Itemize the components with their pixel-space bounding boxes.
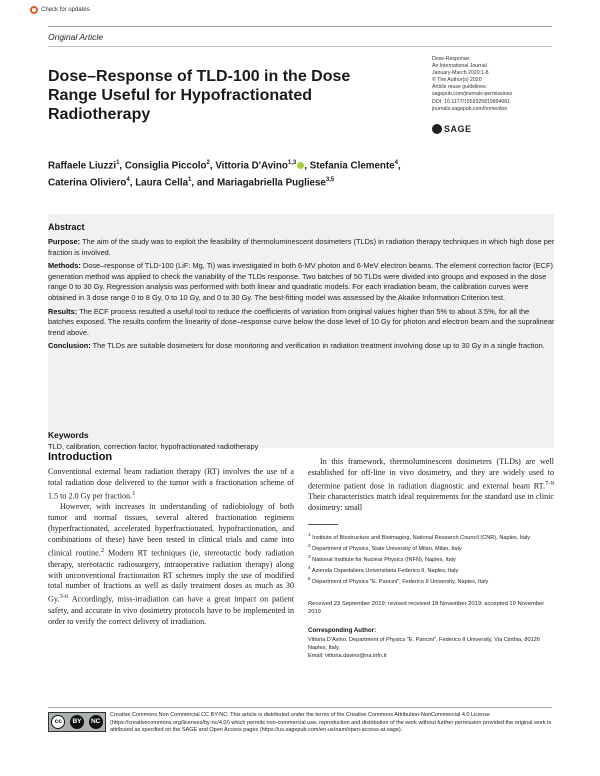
abstract-purpose xyxy=(48,237,556,258)
abstract-text: The TLDs are suitable dosimeters for dose monitoring and verification in radiation treatment involving dose up to 30 Gy in a single fraction. xyxy=(92,341,545,351)
article-type: Original Article xyxy=(48,32,103,42)
license-rule xyxy=(48,707,552,708)
author-name: Raffaele Liuzzi xyxy=(48,160,117,172)
affiliation-text: Institute of Biostructure and Bioimaging, National Research Council (CNR), Naples, Italy xyxy=(312,534,531,541)
license-text: Creative Commons Non Commercial CC BY-NC: This article is distributed under the terms of the Creative Commons Attribution-NonCommercial 4.0 License (https://creativecommons.org/licenses/by-nc/4.0/) which permits non-commercial use, reproduction and distribution of the work without further permission provided the original work is attributed as specified on the SAGE and Open Access pages (https://us.sagepub.com/en-us/nam/open-access-at-sage). xyxy=(110,712,552,734)
body-paragraph xyxy=(308,457,554,514)
corresponding-author-heading: Corresponding Author: xyxy=(308,627,377,634)
abstract-label: Methods: xyxy=(48,261,81,271)
affiliation-item xyxy=(308,575,556,586)
journal-info-line: An International Journal xyxy=(432,63,487,70)
journal-info-line: January-March 2020:1-8 xyxy=(432,70,489,77)
affiliation-number: 4 xyxy=(308,565,311,571)
citation-ref[interactable]: 2 xyxy=(100,547,105,555)
corresponding-author-details xyxy=(308,636,556,660)
body-text: However, with increases in understanding of radiobiology of both tumor and normal tissues, several altered fractionation regimens (hyperfractionated, accelerated hyperfractionated, hypofractionation, and combinations of these) have been tested in clinical trials and came into clinical routine. xyxy=(48,502,294,558)
update-icon xyxy=(30,6,38,14)
affiliation-item xyxy=(308,553,556,564)
abstract-body xyxy=(48,237,556,355)
keywords-heading: Keywords xyxy=(48,430,89,440)
affiliation-number: 5 xyxy=(308,576,311,582)
abstract-label: Conclusion: xyxy=(48,341,91,351)
author-name: Consiglia Piccolo xyxy=(124,160,207,172)
keywords-text: TLD, calibration, correction factor, hypofractionated radiotherapy xyxy=(48,442,259,451)
publisher-logo-text: SAGE xyxy=(444,124,472,134)
affiliation-number: 2 xyxy=(308,543,311,549)
abstract-label: Results: xyxy=(48,306,78,316)
affiliation-text: Department of Physics "E. Pancini", Federico II University, Naples, Italy xyxy=(312,579,489,586)
author-conjunction: and xyxy=(196,177,215,189)
affiliation-item xyxy=(308,542,556,553)
citation-ref[interactable]: 1 xyxy=(132,489,136,497)
body-column-left xyxy=(48,467,294,628)
header-divider xyxy=(48,46,552,47)
orcid-icon[interactable] xyxy=(297,162,304,169)
abstract-conclusion xyxy=(48,341,556,352)
author-affil: 4 xyxy=(126,177,130,184)
author-list: Raffaele Liuzzi$^1$, Consiglia Piccolo$^2$, Vittoria D'Avino$^{1,3}$ , Stefania Clemente$^4$, Caterina Oliviero$^4$, Laura Cella$^1$, and Mariagabriella Pugliese$^{3,5}$ xyxy=(48,160,401,189)
affiliation-text: National Institute for Nuclear Physics (INFN), Naples, Italy xyxy=(312,556,456,563)
abstract-text: The aim of the study was to exploit the feasibility of thermoluminescent dosimeters (TLDs) in radiation therapy techniques in which high dose per fraction is involved. xyxy=(48,237,555,257)
author-affil: 1 xyxy=(116,160,120,166)
author-affil: 3,5 xyxy=(325,177,335,184)
abstract-results xyxy=(48,307,556,339)
body-text: In this framework, thermoluminescent dosimeters (TLDs) are well established for off-line in vivo dosimetry, and they are widely used to determine patient dose in radiation diagnostic and external beam RT. xyxy=(308,457,554,491)
permissions-link[interactable]: sagepub.com/journals-permissions xyxy=(432,91,513,98)
journal-info-line: Article reuse guidelines: xyxy=(432,84,488,91)
doi-link[interactable]: DOI: 10.1177/1559325819894081 xyxy=(432,98,511,105)
cc-icon: cc xyxy=(51,715,65,729)
affiliation-list xyxy=(308,531,556,586)
body-text: Their characteristics match ideal requirements for the standard use in clinic dosimetry: small xyxy=(308,492,554,513)
citation-ref[interactable]: 7-9 xyxy=(545,479,554,487)
check-for-updates-label: Check for updates xyxy=(41,7,90,13)
author-name: Caterina Oliviero xyxy=(48,177,127,189)
abstract-text: The ECF process resulted a useful tool to reduce the coefficients of variation from original values higher than 5% to about 3.5%, for all the batches exposed. The results confirm the linearity of dose–response curve below the dose level of 10 Gy for photon and electron beam and the supralinear trend above. xyxy=(48,306,555,337)
journal-info-line: Dose-Response: xyxy=(432,56,471,62)
check-for-updates-badge[interactable] xyxy=(30,6,90,14)
cc-nc-icon: NC xyxy=(89,715,103,729)
body-column-right xyxy=(308,457,554,514)
body-text: Modern RT techniques (ie, stereotactic body radiation therapy, stereotactic radiosurgery, intraoperative radiation therapy) along with unconventional fractionation RT schemes imply the use of modified total number of fractions as well as daily treatment doses as much as 30 Gy. xyxy=(48,548,294,605)
article-title: Dose–Response of TLD-100 in the Dose Range Useful for Hypofractionated Radiotherapy xyxy=(48,68,351,123)
publisher-logo xyxy=(432,124,472,134)
abstract-text: Dose–response of TLD-100 (LiF: Mg, Ti) was investigated in both 6-MV photon and 6-MeV electron beams. The element correction factor (ECF) generation method was applied to check the variability of the TLDs response. Two batches of 50 TLDs were divided into groups and exposed in the dose range 0 to 30 Gy. Regression analysis was performed with both linear and quadratic models. For each irradiation beam, the calibration curves were obtained in 3 dose range 0 to 8 Gy, 0 to 10 Gy, and 0 to 30 Gy. The best-fitting model was assessed by the Akaike Information Criterion test. xyxy=(48,261,553,302)
abstract-label: Purpose: xyxy=(48,237,81,246)
affiliation-item xyxy=(308,531,556,542)
author-affil: 4 xyxy=(394,160,398,166)
affiliation-item xyxy=(308,564,556,575)
footnote-rule xyxy=(308,524,338,525)
body-paragraph xyxy=(48,467,294,502)
introduction-heading: Introduction xyxy=(48,451,113,463)
journal-info xyxy=(432,56,572,113)
author-name: Stefania Clemente xyxy=(309,160,395,172)
journal-info-line: © The Author(s) 2020 xyxy=(432,77,482,84)
corresponding-address: Vittoria D'Avino, Department of Physics "E. Pancini", Federico II University, Via Cinthia, 80126 Naples, Italy. xyxy=(308,637,540,652)
affiliation-number: 1 xyxy=(308,532,311,537)
author-affil: 2 xyxy=(206,160,210,166)
author-affil: 1,3 xyxy=(287,160,297,166)
body-text: Accordingly, miss-irradiation can have a great impact on patient safety, and accurate in vivo dosimetry protocols have to be implemented in order to verify the correct delivery of irradiation. xyxy=(48,595,294,626)
journal-home-link[interactable]: journals.sagepub.com/home/dos xyxy=(432,105,507,112)
header-rule xyxy=(48,26,552,27)
affiliation-text: Department of Physics, State University of Milan, Milan, Italy xyxy=(312,545,462,552)
abstract-methods xyxy=(48,261,556,303)
affiliation-text: Azienda Ospedaliera Universitaria Federico II, Naples, Italy xyxy=(311,568,459,575)
body-text: Conventional external beam radiation therapy (RT) involves the use of a total radiation dose delivered to the tumor with a fractionation scheme of 1.5 to 2.0 Gy per fraction. xyxy=(48,467,294,501)
author-affil: 1 xyxy=(188,177,192,184)
affiliation-number: 3 xyxy=(308,554,311,560)
author-name: Mariagabriella Pugliese xyxy=(216,177,326,189)
author-name: Laura Cella xyxy=(135,177,189,189)
corresponding-email[interactable]: Email: vittoria.davino@na.infn.it xyxy=(308,653,387,660)
received-dates: Received 23 September 2019; revised received 18 November 2019; accepted 19 November 2019 xyxy=(308,601,545,616)
body-paragraph xyxy=(48,502,294,627)
cc-by-icon: BY xyxy=(70,715,84,729)
citation-ref[interactable]: 3-6 xyxy=(59,593,69,601)
sage-logo-icon xyxy=(432,124,442,134)
creative-commons-badge[interactable] xyxy=(48,712,106,732)
author-name: Vittoria D'Avino xyxy=(215,160,288,172)
abstract-heading: Abstract xyxy=(48,222,85,232)
